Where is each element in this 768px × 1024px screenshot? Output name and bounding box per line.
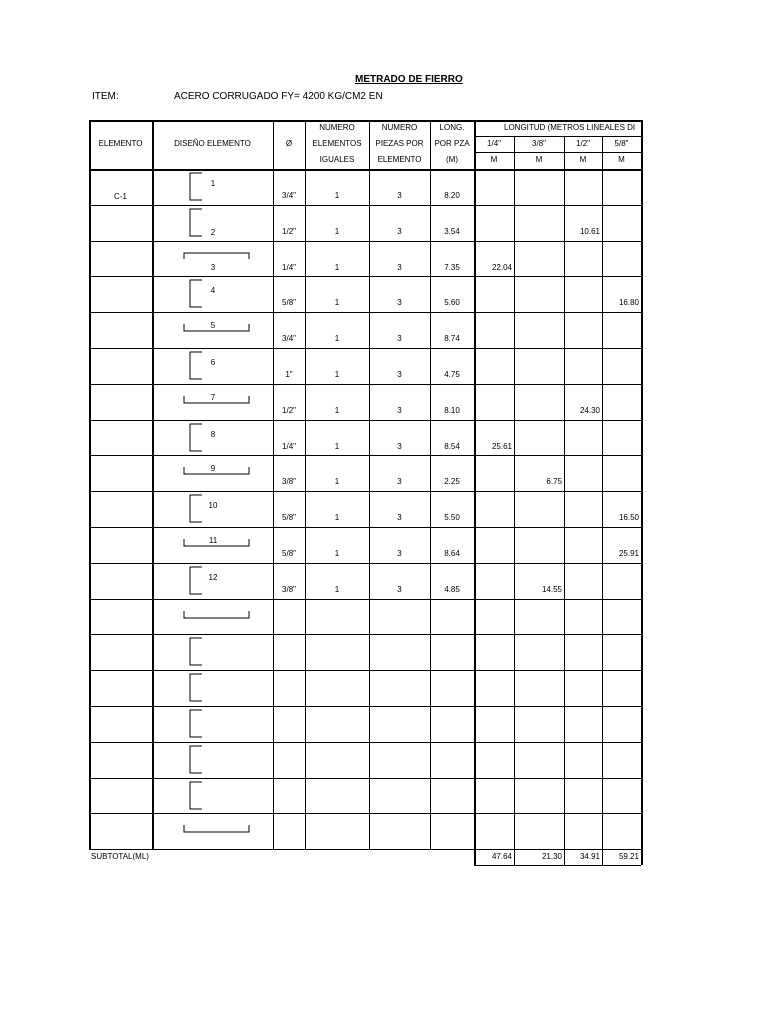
cell-longitud: 8.74 — [444, 334, 460, 344]
header-size-2: 3/8" — [532, 139, 546, 148]
cell-longitud: 5.60 — [444, 298, 460, 308]
rebar-shape-icon — [180, 635, 260, 669]
row-divider — [89, 455, 641, 456]
row-divider — [89, 312, 641, 313]
subtotal-value-1: 47.64 — [491, 852, 512, 862]
cell-numero-elementos: 1 — [334, 226, 340, 236]
header-numero-piezas: ELEMENTO — [377, 155, 422, 164]
piece-number: 3 — [210, 262, 216, 272]
piece-number: 1 — [210, 179, 216, 188]
header-numero-elementos: NUMERO — [319, 123, 355, 132]
cell-numero-piezas: 3 — [397, 405, 402, 415]
cell-numero-piezas: 3 — [397, 298, 402, 308]
cell-quarter-inch: 25.61 — [491, 441, 512, 451]
cell-numero-piezas: 3 — [397, 226, 402, 236]
piece-number: 7 — [210, 392, 216, 402]
piece-number: 11 — [208, 536, 218, 545]
cell-half-inch: 10.61 — [579, 226, 600, 236]
row-divider — [89, 563, 641, 564]
row-divider — [89, 241, 641, 242]
header-unit-3: M — [579, 155, 587, 164]
cell-three-eighths: 6.75 — [546, 477, 562, 487]
cell-diametro: 1/4" — [282, 441, 296, 451]
grid-line — [564, 136, 565, 865]
header-numero-elementos: ELEMENTOS — [312, 139, 362, 148]
cell-elemento: C-1 — [114, 192, 127, 201]
piece-number: 5 — [210, 321, 216, 331]
header-diseno-elemento: DISEÑO ELEMENTO — [174, 139, 251, 148]
header-longitud-metros: LONGITUD (METROS LINEALES DI — [504, 123, 636, 132]
header-size-3: 1/2" — [576, 139, 590, 148]
cell-longitud: 4.85 — [444, 584, 460, 594]
rebar-shape-icon — [180, 671, 260, 705]
rebar-shape-icon — [180, 600, 260, 634]
piece-number: 6 — [210, 358, 216, 367]
cell-numero-elementos: 1 — [334, 370, 340, 379]
cell-numero-piezas: 3 — [397, 549, 402, 558]
cell-numero-piezas: 3 — [397, 584, 402, 594]
cell-five-eighths: 16.80 — [618, 298, 639, 308]
rebar-shape-icon — [180, 707, 260, 741]
row-divider — [89, 205, 641, 206]
row-divider — [89, 634, 641, 635]
cell-longitud: 4.75 — [444, 370, 460, 379]
cell-numero-piezas: 3 — [397, 441, 402, 451]
cell-numero-piezas: 3 — [397, 334, 402, 344]
subtotal-value-4: 59.21 — [618, 852, 639, 862]
cell-numero-piezas: 3 — [397, 513, 402, 523]
subtotal-label: SUBTOTAL(ML) — [91, 852, 149, 862]
cell-numero-elementos: 1 — [334, 262, 340, 272]
header-numero-piezas: PIEZAS POR — [375, 139, 424, 148]
cell-diametro: 3/4" — [282, 334, 296, 344]
cell-half-inch: 24.30 — [579, 405, 600, 415]
cell-numero-piezas: 3 — [397, 262, 402, 272]
grid-line — [514, 136, 515, 865]
grid-line — [152, 120, 154, 849]
cell-numero-elementos: 1 — [334, 298, 340, 308]
header-diametro: Ø — [285, 139, 293, 148]
header-unit-1: M — [490, 155, 498, 164]
cell-diametro: 1/2" — [282, 405, 296, 415]
cell-diametro: 5/8" — [282, 298, 296, 308]
cell-numero-piezas: 3 — [397, 191, 402, 200]
cell-numero-piezas: 3 — [397, 370, 402, 379]
row-divider — [89, 599, 641, 600]
piece-number: 2 — [210, 227, 216, 237]
cell-longitud: 8.20 — [444, 191, 460, 200]
header-longitud-pieza: (M) — [446, 155, 458, 164]
header-size-4: 5/8" — [614, 139, 629, 148]
subtotal-bottom-line — [474, 865, 641, 866]
item-description: ACERO CORRUGADO FY= 4200 KG/CM2 EN — [174, 91, 383, 102]
header-unit-4: M — [618, 155, 625, 164]
rebar-shape-icon — [180, 779, 260, 813]
row-divider — [89, 491, 641, 492]
grid-line — [474, 120, 476, 865]
grid-line — [602, 136, 603, 865]
row-divider — [89, 276, 641, 277]
row-divider — [89, 813, 641, 814]
item-label: ITEM: — [92, 91, 119, 102]
subtotal-value-3: 34.91 — [579, 852, 600, 862]
cell-three-eighths: 14.55 — [541, 584, 562, 594]
cell-numero-elementos: 1 — [334, 513, 340, 523]
row-divider — [89, 670, 641, 671]
cell-numero-elementos: 1 — [334, 191, 340, 200]
cell-diametro: 1/2" — [282, 226, 296, 236]
cell-diametro: 3/8" — [282, 584, 296, 594]
table-left-border — [89, 120, 91, 849]
cell-longitud: 5.50 — [444, 513, 460, 523]
row-divider — [89, 778, 641, 779]
header-numero-piezas: NUMERO — [381, 123, 418, 132]
row-divider — [89, 348, 641, 349]
grid-line — [474, 849, 641, 850]
cell-longitud: 2.25 — [444, 477, 460, 487]
grid-line — [474, 136, 641, 137]
piece-number: 8 — [210, 429, 216, 439]
subtotal-value-2: 21.30 — [541, 852, 562, 862]
row-divider — [89, 742, 641, 743]
cell-diametro: 5/8" — [282, 549, 296, 558]
header-bottom-border — [89, 169, 641, 171]
cell-numero-elementos: 1 — [334, 334, 340, 344]
cell-numero-elementos: 1 — [334, 405, 340, 415]
header-unit-2: M — [535, 155, 543, 164]
piece-number: 4 — [210, 286, 216, 296]
cell-quarter-inch: 22.04 — [491, 262, 512, 272]
cell-numero-elementos: 1 — [334, 549, 340, 558]
cell-numero-elementos: 1 — [334, 584, 340, 594]
cell-five-eighths: 25.91 — [618, 549, 639, 558]
rebar-shape-icon — [180, 814, 260, 848]
cell-longitud: 7.35 — [444, 262, 460, 272]
cell-diametro: 3/4" — [282, 191, 296, 200]
header-numero-elementos: IGUALES — [319, 155, 355, 164]
rebar-shape-icon — [180, 743, 260, 777]
header-top-border — [89, 120, 641, 122]
piece-number: 12 — [208, 572, 218, 582]
cell-numero-elementos: 1 — [334, 441, 340, 451]
header-size-1: 1/4" — [487, 139, 501, 148]
table-right-border — [641, 120, 643, 865]
cell-longitud: 8.54 — [444, 441, 460, 451]
row-divider — [89, 527, 641, 528]
piece-number: 10 — [208, 501, 218, 511]
cell-longitud: 8.10 — [444, 405, 460, 415]
cell-diametro: 1/4" — [282, 262, 296, 272]
cell-five-eighths: 16.50 — [618, 513, 639, 523]
header-longitud-pieza: POR PZA — [434, 139, 470, 148]
cell-numero-elementos: 1 — [334, 477, 340, 487]
cell-diametro: 1" — [285, 370, 293, 379]
document-title: METRADO DE FIERRO — [355, 74, 463, 85]
row-divider — [89, 384, 641, 385]
cell-longitud: 8.64 — [444, 549, 460, 558]
header-elemento: ELEMENTO — [98, 139, 143, 148]
cell-diametro: 5/8" — [282, 513, 296, 523]
cell-diametro: 3/8" — [282, 477, 296, 487]
cell-longitud: 3.54 — [444, 226, 460, 236]
cell-numero-piezas: 3 — [397, 477, 402, 487]
piece-number: 9 — [210, 464, 216, 474]
grid-line — [474, 152, 641, 153]
row-divider — [89, 420, 641, 421]
header-longitud-pieza: LONG. — [439, 123, 465, 132]
row-divider — [89, 706, 641, 707]
